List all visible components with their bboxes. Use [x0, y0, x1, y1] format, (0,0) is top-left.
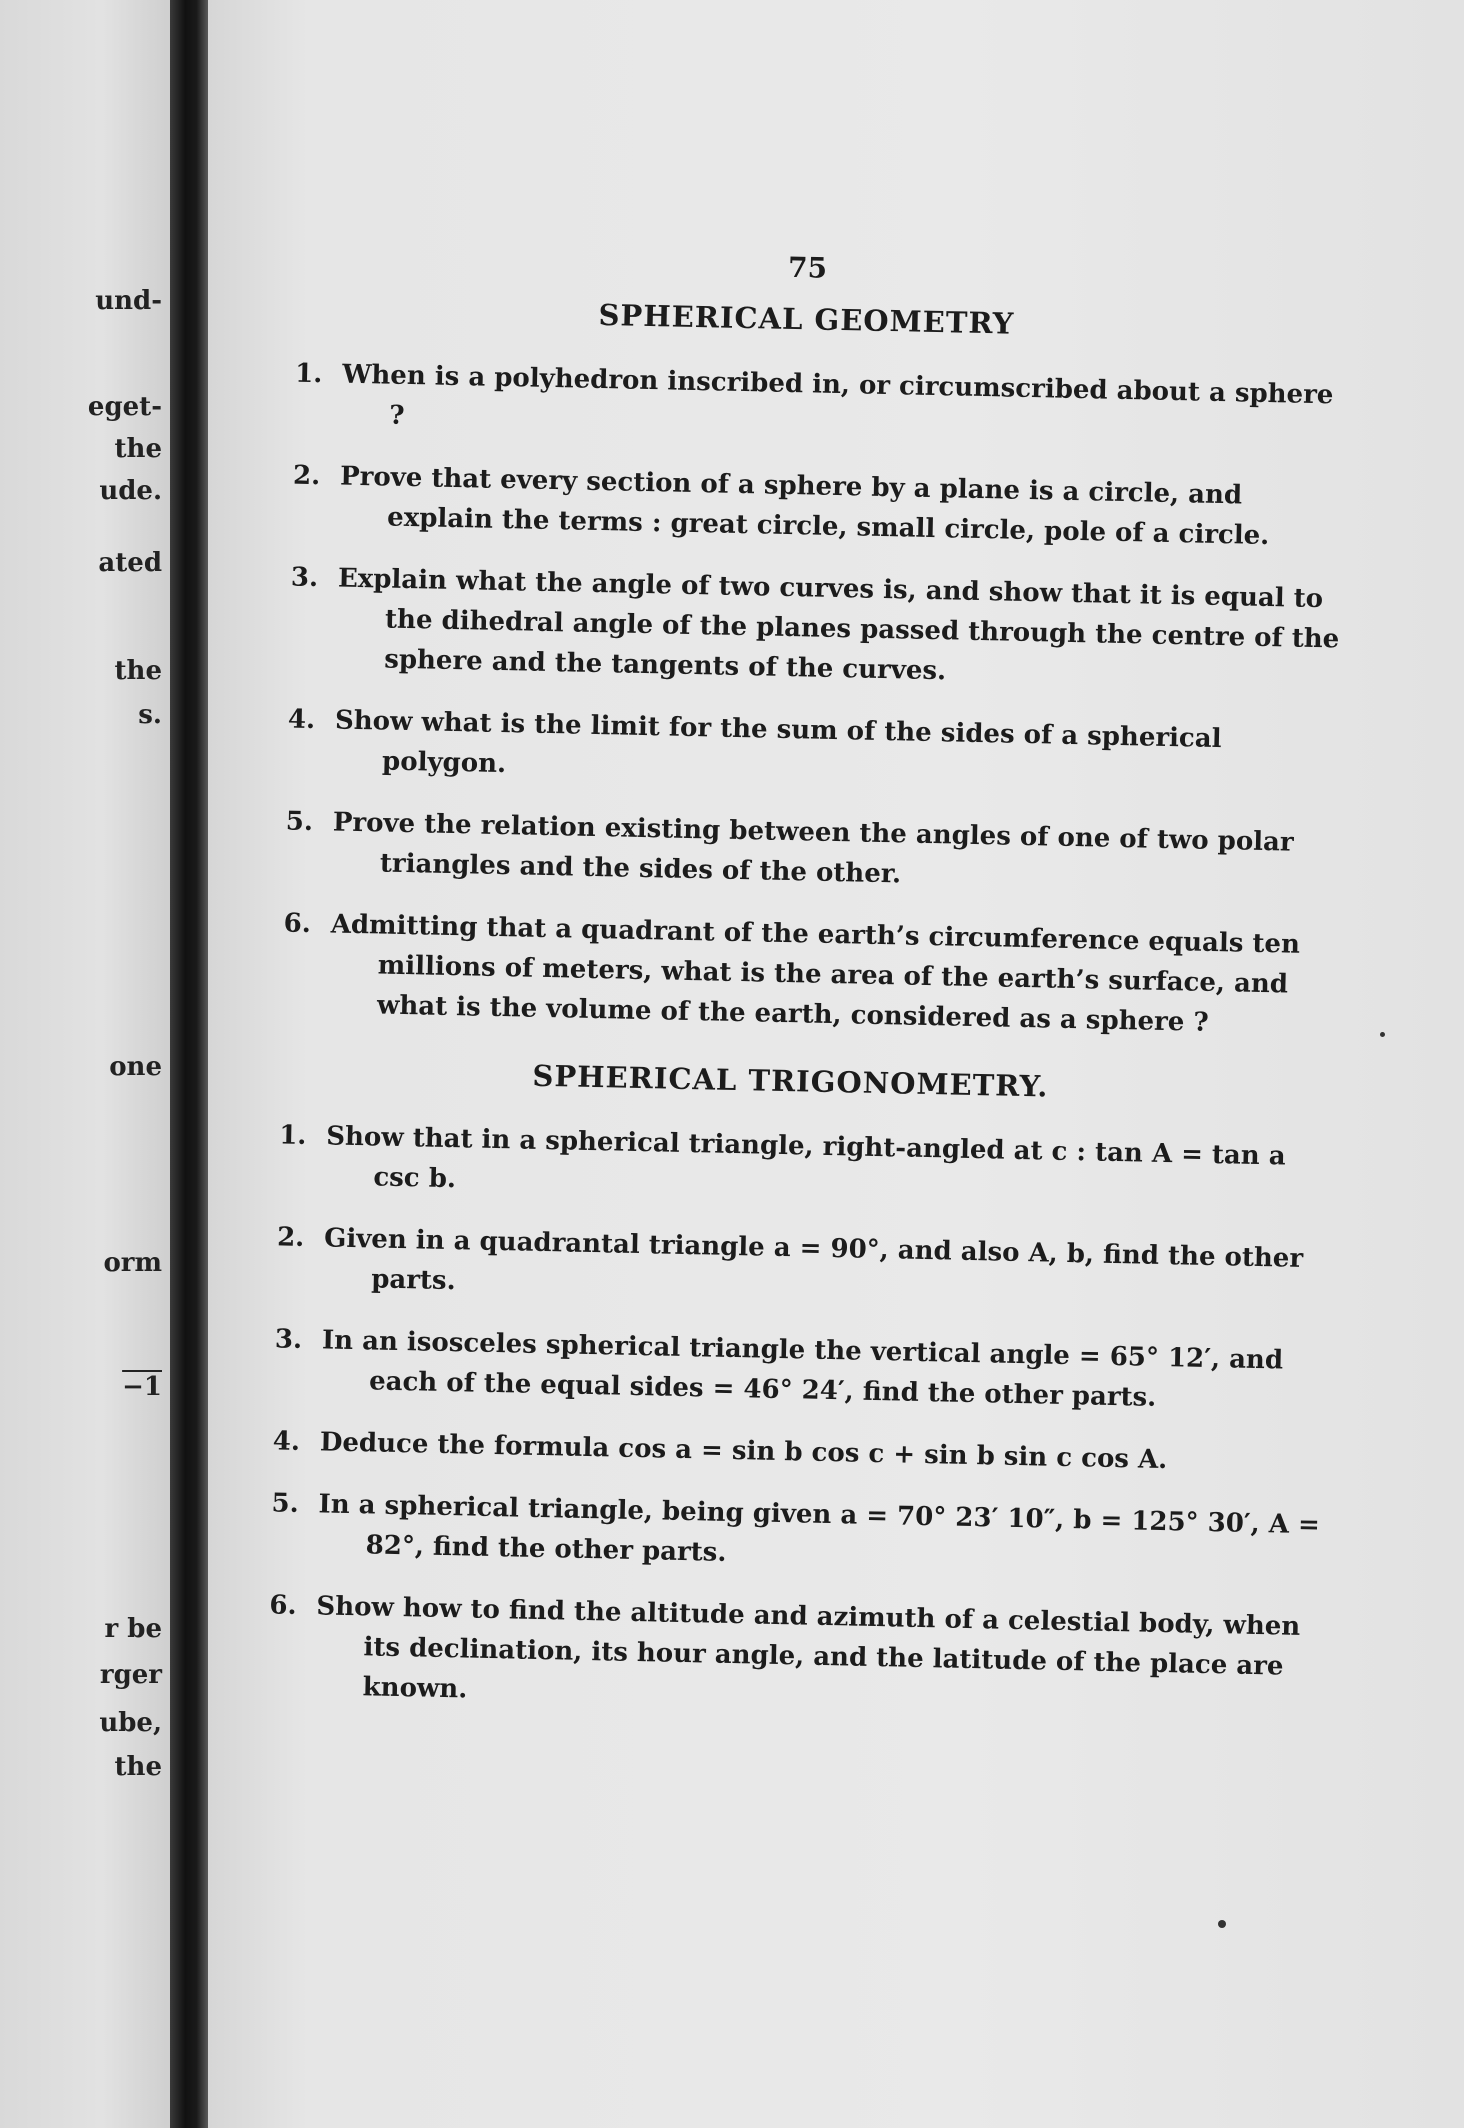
question-text: In a spherical triangle, being given a = 70° 23′ 10″, b = 125° 30′, A = 82°, find the other parts. — [318, 1489, 1321, 1568]
section-heading-trigonometry: SPHERICAL TRIGONOMETRY. — [532, 1058, 1049, 1104]
question-item — [246, 1217, 1327, 1320]
question-number: 3. — [290, 562, 319, 594]
question-item — [248, 1115, 1329, 1218]
question-text: Prove that every section of a sphere by a plane is a circle, and explain the terms : great circle, small circle, pole of a circle. — [339, 461, 1270, 552]
question-text: Given in a quadrantal triangle a = 90°, and also A, b, find the other parts. — [323, 1223, 1304, 1297]
question-number: 6. — [269, 1590, 297, 1621]
question-item — [259, 557, 1341, 700]
question-number: 2. — [292, 460, 321, 492]
question-text: In an isosceles spherical triangle the vertical angle = 65° 12′, and each of the equal sides = 46° 24′, find the other parts. — [321, 1325, 1284, 1413]
facing-page-fragment: the — [114, 656, 162, 686]
question-item — [252, 903, 1334, 1046]
page-content — [237, 240, 1348, 1749]
facing-page-fragment: s. — [138, 700, 162, 730]
question-text: Show what is the limit for the sum of the sides of a spherical polygon. — [334, 705, 1222, 780]
question-number: 2. — [276, 1222, 305, 1253]
question-item — [244, 1319, 1325, 1422]
facing-page-fragment: ude. — [99, 476, 162, 506]
question-item — [257, 699, 1338, 802]
facing-page-fragment: orm — [103, 1248, 162, 1278]
page-number: 75 — [787, 250, 828, 285]
question-item — [242, 1421, 1323, 1484]
question-text: Explain what the angle of two curves is, and show that it is equal to the dihedral angle of the planes passed through the centre of the sphere and the tangents of the curves. — [337, 563, 1340, 687]
geometry-question-list — [252, 353, 1346, 1045]
facing-page-fragment: eget- — [87, 392, 162, 422]
facing-page-fragment: r be — [104, 1614, 162, 1644]
section-heading-geometry: SPHERICAL GEOMETRY — [598, 297, 1015, 341]
question-number: 5. — [271, 1488, 300, 1519]
facing-page-fragment: ated — [98, 548, 162, 578]
question-number: 1. — [278, 1120, 307, 1151]
facing-page-fragment: −1 — [122, 1372, 162, 1402]
question-item — [240, 1483, 1321, 1586]
ink-blot — [1380, 1032, 1385, 1037]
facing-page-fragment: one — [109, 1052, 162, 1082]
facing-page-fragment: rger — [99, 1660, 162, 1690]
facing-page-fragment: ube, — [99, 1708, 162, 1738]
question-text: Admitting that a quadrant of the earth’s circumference equals ten millions of meters, what is the area of the earth’s surface, and what is the volume of the earth, considered as a sphere ? — [330, 909, 1301, 1038]
facing-page-fragment: und- — [95, 286, 162, 316]
question-number: 4. — [272, 1426, 301, 1457]
question-item — [237, 1585, 1319, 1728]
facing-page-fragment: the — [114, 434, 162, 464]
question-item — [264, 353, 1345, 456]
question-item — [262, 455, 1343, 558]
book-gutter — [170, 0, 208, 2128]
question-number: 1. — [294, 358, 323, 390]
question-number: 6. — [283, 908, 312, 940]
main-page — [208, 0, 1464, 2128]
question-number: 3. — [274, 1324, 303, 1355]
question-item — [255, 801, 1336, 904]
question-text: Prove the relation existing between the angles of one of two polar triangles and the sides of the other. — [332, 807, 1294, 890]
facing-page-fragment: the — [114, 1752, 162, 1782]
question-text: When is a polyhedron inscribed in, or circumscribed about a sphere ? — [341, 359, 1334, 431]
question-number: 5. — [285, 806, 314, 838]
ink-blot — [1218, 1920, 1226, 1928]
trigonometry-question-list — [237, 1115, 1329, 1727]
question-text: Deduce the formula cos a = sin b cos c + sin b sin c cos A. — [319, 1427, 1168, 1476]
facing-page — [0, 0, 170, 2128]
question-text: Show that in a spherical triangle, right-angled at c : tan A = tan a csc b. — [325, 1121, 1286, 1195]
question-text: Show how to find the altitude and azimuth of a celestial body, when its declination, its hour angle, and the latitude of the place are known. — [316, 1591, 1301, 1705]
question-number: 4. — [287, 704, 316, 736]
